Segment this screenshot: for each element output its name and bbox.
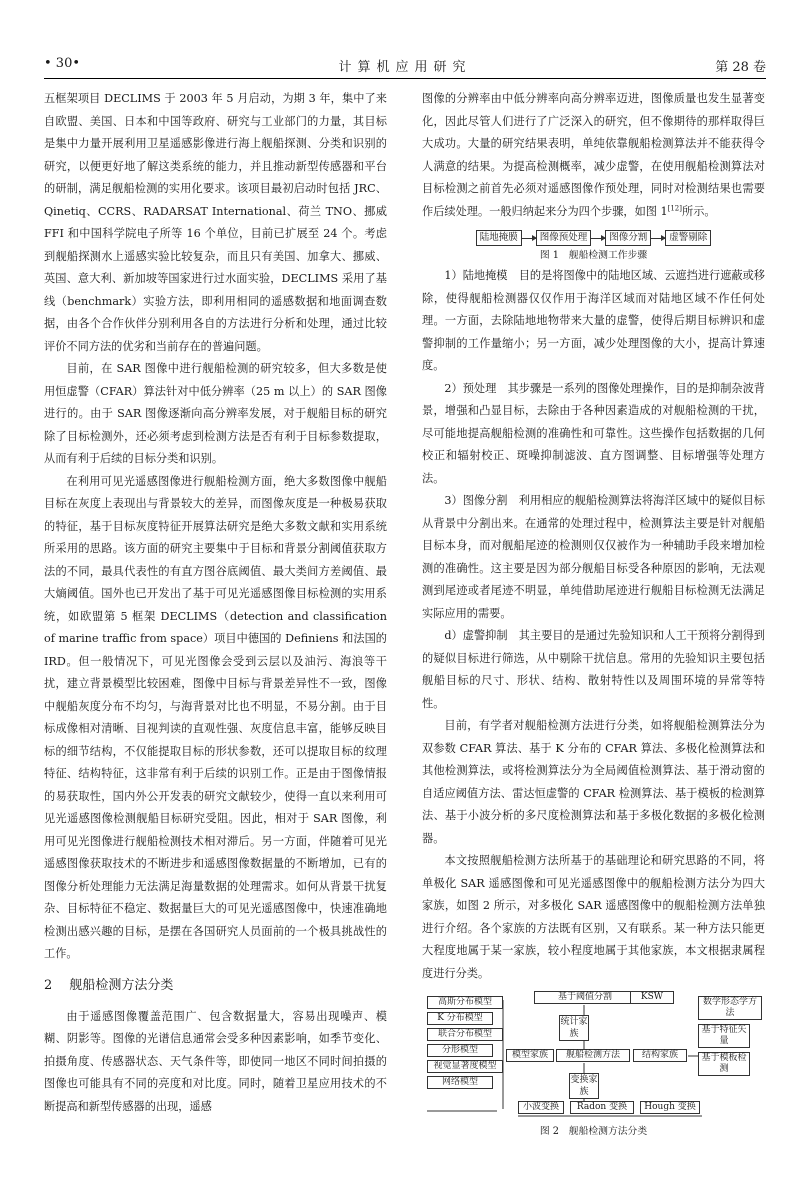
arrow-icon xyxy=(522,238,536,239)
paragraph: 本文按照舰船检测方法所基于的基础理论和研究思路的不同，将单极化 SAR 遥感图像和可见光遥感图像中的舰船检测方法分为四大家族，如图 2 所示，对多极化 SAR 遥感图像中的舰船检测方法单独进行介绍。各个家族的方法既有区别，又有联系。某一种方法只能更大程度地属于某一家族，较小程度地属于其他家族，本文根据隶属程度进行分类。 xyxy=(422,854,765,980)
paragraph: d）虚警抑制 其主要目的是通过先验知识和人工干预将分割得到的疑似目标进行筛选，从中剔除干扰信息。常用的先验知识主要包括舰船目标的尺寸、形状、结构、散射特性以及周围环境的异常等特性。 xyxy=(422,629,765,710)
struct-family-node: 结构家族 xyxy=(633,1049,687,1062)
paragraph: 目前，在 SAR 图像中进行舰船检测的研究较多，但大多数是使用恒虚警（CFAR）算法针对中低分辨率（25 m 以上）的 SAR 图像进行的。由于 SAR 图像逐渐向高分辨率发展，对于舰船目标的研究除了目标检测外，还必须考虑到检测方法是否有利于目标参数提取，从而有利于后续的目标分类和识别。 xyxy=(44,362,387,465)
text-run: 图像的分辨率由中低分辨率向高分辨率迈进，图像质量也发生显著变化，因此尽管人们进行了广泛深入的研究，但不像期待的那样取得巨大成功。大量的研究结果表明，单纯依靠舰船检测算法并不能获得令人满意的结果。为提高检测概率，减少虚警，在使用舰船检测算法对目标检测之前首先必须对遥感图像作预处理，同时对检测结果也需要作后续处理。一般归纳起来分为四个步骤，如图 1 xyxy=(422,92,765,218)
stat-family-node: 统计家族 xyxy=(560,1017,588,1039)
section-number: 2 xyxy=(44,977,53,993)
right-column xyxy=(422,88,765,1141)
flow-step: 陆地掩膜 xyxy=(476,230,522,246)
model-node: 视觉显著度模型 xyxy=(427,1060,503,1073)
transform-node: Hough 变换 xyxy=(640,1101,700,1114)
center-node: 舰船检测方法 xyxy=(556,1049,630,1062)
section-heading xyxy=(44,973,387,999)
paragraph: 2）预处理 其步骤是一系列的图像处理操作，目的是抑制杂波背景，增强和凸显目标，去除由于各种因素造成的对舰船检测的干扰，尽可能地提高舰船检测的准确性和可靠性。这些操作包括数据的几何校正和辐射校正、斑噪抑制滤波、直方图调整、目标增强等处理方法。 xyxy=(422,381,765,485)
flow-step: 图像分割 xyxy=(605,230,651,246)
top-node: 基于阈值分割 xyxy=(534,991,636,1004)
model-node: 高斯分布模型 xyxy=(427,996,503,1009)
model-node: 联合分布模型 xyxy=(427,1028,503,1041)
model-node: 分形模型 xyxy=(427,1044,493,1057)
figure-2 xyxy=(422,991,765,1123)
paragraph xyxy=(422,88,765,223)
paragraph: 3）图像分割 利用相应的舰船检测算法将海洋区域中的疑似目标从背景中分割出来。在通常的处理过程中，检测算法主要是针对舰船目标本身，而对舰船尾迹的检测则仅仅被作为一种辅助手段来增加检测的准确性。这主要是因为部分舰船目标受各种原因的影响，无法观测到尾迹或者尾迹不明显，单纯借助尾迹进行舰船目标检测无法满足实际应用的需要。 xyxy=(422,494,765,620)
arrow-icon xyxy=(591,238,605,239)
citation: [12] xyxy=(667,203,682,212)
figure-caption: 图 2 舰船检测方法分类 xyxy=(539,1126,648,1137)
paragraph: 1）陆地掩模 目的是将图像中的陆地区域、云遮挡进行遮蔽或移除，使得舰船检测器仅仅作用于海洋区域而对陆地区域不作任何处理。一方面，去除陆地地物带来大量的虚警，使得后期目标辨识和虚警抑制的工作量缩小；另一方面，减少处理图像的大小，提高计算速度。 xyxy=(422,269,765,372)
flow-step: 图像预处理 xyxy=(536,230,592,246)
arrow-icon xyxy=(651,238,665,239)
paragraph: 在利用可见光遥感图像进行舰船检测方面，绝大多数图像中舰船目标在灰度上表现出与背景较大的差异，而图像灰度是一种极易获取的特征，基于目标灰度特征开展算法研究是绝大多数文献和实用系统所采用的思路。该方面的研究主要集中于目标和背景分割阈值获取方法的不同，最具代表性的有直方图谷底阈值、最大类间方差阈值、最大熵阈值。国外也已开发出了基于可见光遥感图像目标检测的实用系统，如欧盟第 5 框架 DECLIMS（detection and classification of marine traffic from space）项目中德国的 Definiens 和法国的 IRD。但一般情况下，可见光图像会受到云层以及油污、海浪等干扰，建立背景模型比较困难，图像中目标与背景差异性不一致，图像中舰船灰度分布不均匀，与海背景对比也不明显，不易分割。由于目标成像相对清晰、目视判读的直观性强、灰度信息丰富，能够反映目标的细节结构，不仅能提取目标的形状参数，还可以提取目标的纹理特征、结构特征，这非常有利于后续的识别工作。正是由于图像情报的易获取性，国内外公开发表的研究文献较少，使得一直以来利用可见光遥感图像检测舰船目标研究受阻。因此，相对于 SAR 图像，利用可见光图像进行舰船检测技术相对滞后。另一方面，伴随着可见光遥感图像获取技术的不断进步和遥感图像数据量的不断增加，已有的图像分析处理能力无法满足海量数据的处理需求。如何从背景干扰复杂、目标特征不稳定、数据量巨大的可见光遥感图像中，快速准确地检测出感兴趣的目标，是摆在各国研究人员面前的一个极具挑战性的工作。 xyxy=(44,474,387,960)
figure-caption: 图 1 舰船检测工作步骤 xyxy=(539,250,648,261)
model-node: 网络模型 xyxy=(427,1076,493,1089)
left-column xyxy=(44,88,387,1118)
flow-step: 虚警剔除 xyxy=(665,230,711,246)
structure-node: 基于特征矢量 xyxy=(698,1024,750,1048)
structure-node: 数学形态学方法 xyxy=(698,996,762,1020)
figure-1 xyxy=(422,229,765,265)
transform-family-node: 变换家族 xyxy=(570,1075,598,1097)
transform-node: 小波变换 xyxy=(518,1101,564,1114)
section-title: 舰船检测方法分类 xyxy=(69,977,174,993)
structure-node: 基于模板检测 xyxy=(698,1052,750,1076)
paragraph: 目前，有学者对舰船检测方法进行分类，如将舰船检测算法分为双参数 CFAR 算法、基于 K 分布的 CFAR 算法、多极化检测算法和其他检测算法，或将检测算法分为全局阈值检测算法、基于滑动窗的自适应阈值方法、雷达恒虚警的 CFAR 检测算法、基于模板的检测算法、基于小波分析的多尺度检测算法和基于多极化数据的多极化检测器。 xyxy=(422,719,765,845)
running-header xyxy=(44,56,766,76)
top-node: KSW xyxy=(630,991,674,1004)
transform-node: Radon 变换 xyxy=(570,1101,634,1114)
journal-title: 计算机应用研究 xyxy=(338,60,472,75)
page-number: • 30• xyxy=(44,56,81,71)
flow-chart xyxy=(422,229,765,247)
model-family-node: 模型家族 xyxy=(506,1049,554,1062)
text-run: 所示。 xyxy=(682,204,716,218)
header-rule xyxy=(44,78,766,79)
paragraph: 由于遥感图像覆盖范围广、包含数据量大，容易出现噪声、模糊、阴影等。图像的光谱信息通常会受多种因素影响，如季节变化、拍摄角度、传感器状态、天气条件等，即使同一地区不同时间拍摄的图像也可能具有不同的亮度和对比度。同时，随着卫星应用技术的不断提高和新型传感器的出现，遥感 xyxy=(44,1009,387,1113)
paragraph: 五框架项目 DECLIMS 于 2003 年 5 月启动，为期 3 年，集中了来自欧盟、美国、日本和中国等政府、研究与工业部门的力量，其目标是集中力量开展利用卫星遥感影像进行海上舰船探测、分类和识别的研究，以便更好地了解这类系统的能力，并且推动新型传感器和平台的研制，满足舰船检测的实用化要求。该项目最初启动时包括 JRC、Qinetiq、CCRS、RADARSAT International、荷兰 TNO、挪威 FFI 和中国科学院电子所等 16 个单位，目前已扩展至 24 个。考虑到舰船探测水上遥感实验比较复杂，而且只有美国、加拿大、挪威、英国、意大利、新加坡等国家进行过水面实验，DECLIMS 采用了基线（benchmark）实验方法，即利用相同的遥感数据和地面调查数据，由各个合作伙伴分别利用各自的方法进行分析和处理，通过比较评价不同方法的优劣和当前存在的普遍问题。 xyxy=(44,92,387,353)
volume-label: 第 28 卷 xyxy=(715,60,766,75)
model-node: K 分布模型 xyxy=(427,1012,493,1025)
